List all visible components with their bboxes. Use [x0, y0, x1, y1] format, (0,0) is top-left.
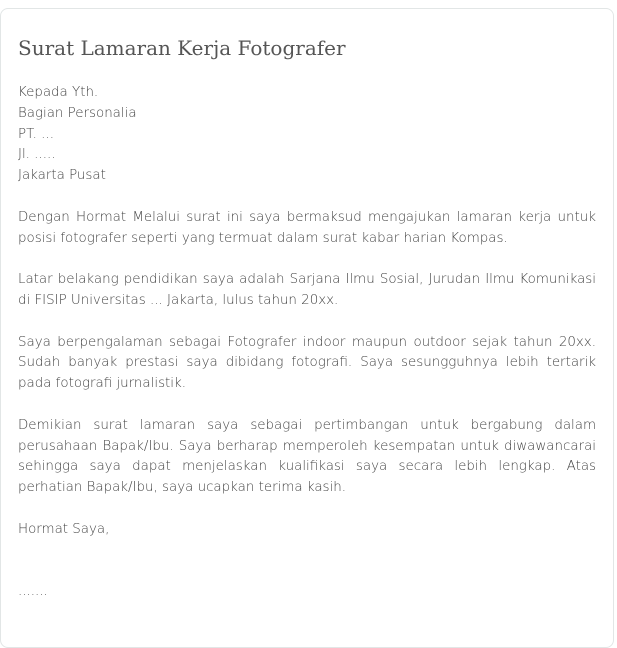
address-line: Kepada Yth. — [18, 85, 99, 100]
address-line: Bagian Personalia — [18, 105, 137, 121]
signature-placeholder: ....... — [18, 584, 48, 600]
closing-salutation: Hormat Saya, — [18, 521, 110, 537]
address-line: PT. ... — [18, 126, 54, 142]
signature-block — [18, 520, 596, 603]
recipient-address — [18, 83, 596, 187]
paragraph-experience: Saya berpengalaman sebagai Fotografer indoor maupun outdoor sejak tahun 20xx. Sudah banyak prestasi saya dibidang fotografi. Saya sesungguhnya lebih tertarik pada fotografi jurnalistik. — [18, 334, 596, 392]
paragraph-opening: Dengan Hormat Melalui surat ini saya bermaksud mengajukan lamaran kerja untuk posisi fotografer seperti yang termuat dalam surat kabar harian Kompas. — [18, 209, 596, 246]
address-line: Jakarta Pusat — [18, 168, 106, 184]
letter-body — [18, 83, 596, 603]
paragraph-closing: Demikian surat lamaran saya sebagai pertimbangan untuk bergabung dalam perusahaan Bapak/Ibu. Saya berharap memperoleh kesempatan untuk diwawancarai sehingga saya dapat menjelaskan kualifikasi saya secara lebih lengkap. Atas perhatian Bapak/Ibu, saya ucapkan terima kasih. — [18, 417, 596, 496]
page-title: Surat Lamaran Kerja Fotografer — [18, 36, 346, 60]
address-line: Jl. ..... — [18, 147, 56, 163]
letter-card — [0, 8, 614, 648]
paragraph-education: Latar belakang pendidikan saya adalah Sarjana Ilmu Sosial, Jurudan Ilmu Komunikasi di FISIP Universitas ... Jakarta, lulus tahun 20xx. — [18, 272, 596, 308]
